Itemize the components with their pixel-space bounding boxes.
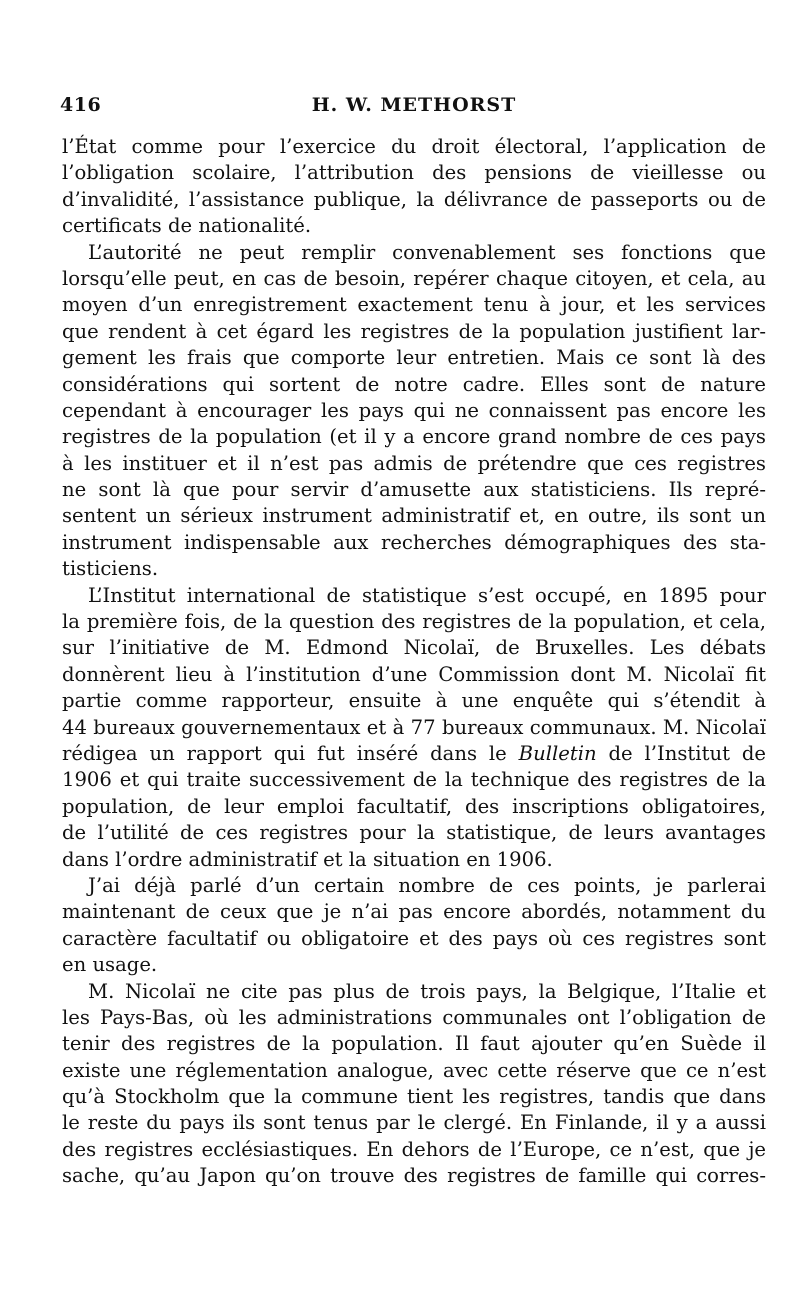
text-line: que rendent à cet égard les registres de la population justifient lar- [62,319,766,343]
text-line: ne sont là que pour servir d’amusette aux statisticiens. Ils repré- [62,478,766,502]
text-line: d’invalidité, l’assistance publique, la délivrance de passeports ou de [62,187,766,211]
text-line: tenir des registres de la population. Il faut ajouter qu’en Suède il [62,1032,766,1056]
text-line: considérations qui sortent de notre cadre. Elles sont de nature [62,372,766,396]
text-line: sentent un sérieux instrument administratif et, en outre, ils sont un [62,504,766,528]
text-line: 1906 et qui traite successivement de la technique des registres de la [62,768,766,792]
text-line: caractère facultatif ou obligatoire et des pays où ces registres sont [62,926,766,950]
text-line: gement les frais que comporte leur entretien. Mais ce sont là des [62,346,766,370]
text-line: le reste du pays ils sont tenus par le clergé. En Finlande, il y a aussi [62,1111,766,1135]
text-line: maintenant de ceux que je n’ai pas encore abordés, notamment du [62,900,766,924]
text-line: existe une réglementation analogue, avec cette réserve que ce n’est [62,1058,766,1082]
running-head-author: H. W. METHORST [311,94,517,116]
text-line: des registres ecclésiastiques. En dehors de l’Europe, ce n’est, que je [62,1137,766,1161]
paragraph-first-line: M. Nicolaï ne cite pas plus de trois pays, la Belgique, l’Italie et [88,979,766,1003]
body-text [62,134,766,1190]
text-line: l’obligation scolaire, l’attribution des pensions de vieillesse ou [62,161,766,185]
paragraph-first-line: L’autorité ne peut remplir convenablement ses fonctions que [88,240,766,264]
text-line: sur l’initiative de M. Edmond Nicolaï, de Bruxelles. Les débats [62,636,766,660]
text-line-with-italic [62,741,766,767]
text-line: l’État comme pour l’exercice du droit électoral, l’application de [62,135,766,158]
text-line: registres de la population (et il y a encore grand nombre de ces pays [62,425,766,449]
paragraph-first-line: L’Institut international de statistique s’est occupé, en 1895 pour [88,583,766,607]
text-line: cependant à encourager les pays qui ne connaissent pas encore les [62,398,766,422]
text-line: tisticiens. [62,557,159,581]
paragraph-first-line: J’ai déjà parlé d’un certain nombre de ces points, je parlerai [88,873,766,897]
text-line: en usage. [62,953,158,977]
text-segment: rédigea un rapport qui fut inséré dans le [62,741,507,765]
text-line: de l’utilité de ces registres pour la statistique, de leurs avantages [62,821,766,845]
text-line: lorsqu’elle peut, en cas de besoin, repérer chaque citoyen, et cela, au [62,266,766,290]
text-line: à les instituer et il n’est pas admis de prétendre que ces registres [62,451,766,475]
text-line: 44 bureaux gouvernementaux et à 77 bureaux communaux. M. Nicolaï [62,715,766,739]
text-line: partie comme rapporteur, ensuite à une enquête qui s’étendit à [62,689,766,713]
text-line: dans l’ordre administratif et la situation en 1906. [62,847,553,871]
text-line: population, de leur emploi facultatif, des inscriptions obligatoires, [62,794,766,818]
bulletin-italic: Bulletin [518,741,597,765]
text-line: instrument indispensable aux recherches démographiques des sta- [62,530,766,554]
page-number: 416 [60,94,102,116]
text-line: qu’à Stockholm que la commune tient les registres, tandis que dans [62,1085,766,1109]
text-line: donnèrent lieu à l’institution d’une Commission dont M. Nicolaï fit [62,662,766,686]
text-line: la première fois, de la question des registres de la population, et cela, [62,610,766,634]
text-line: certificats de nationalité. [62,214,312,238]
text-line: sache, qu’au Japon qu’on trouve des registres de famille qui corres- [62,1164,766,1188]
text-line: moyen d’un enregistrement exactement tenu à jour, et les services [62,293,766,317]
text-line: les Pays-Bas, où les administrations communales ont l’obligation de [62,1005,766,1029]
text-segment: de l’Institut de [596,741,766,765]
running-head [60,94,768,118]
